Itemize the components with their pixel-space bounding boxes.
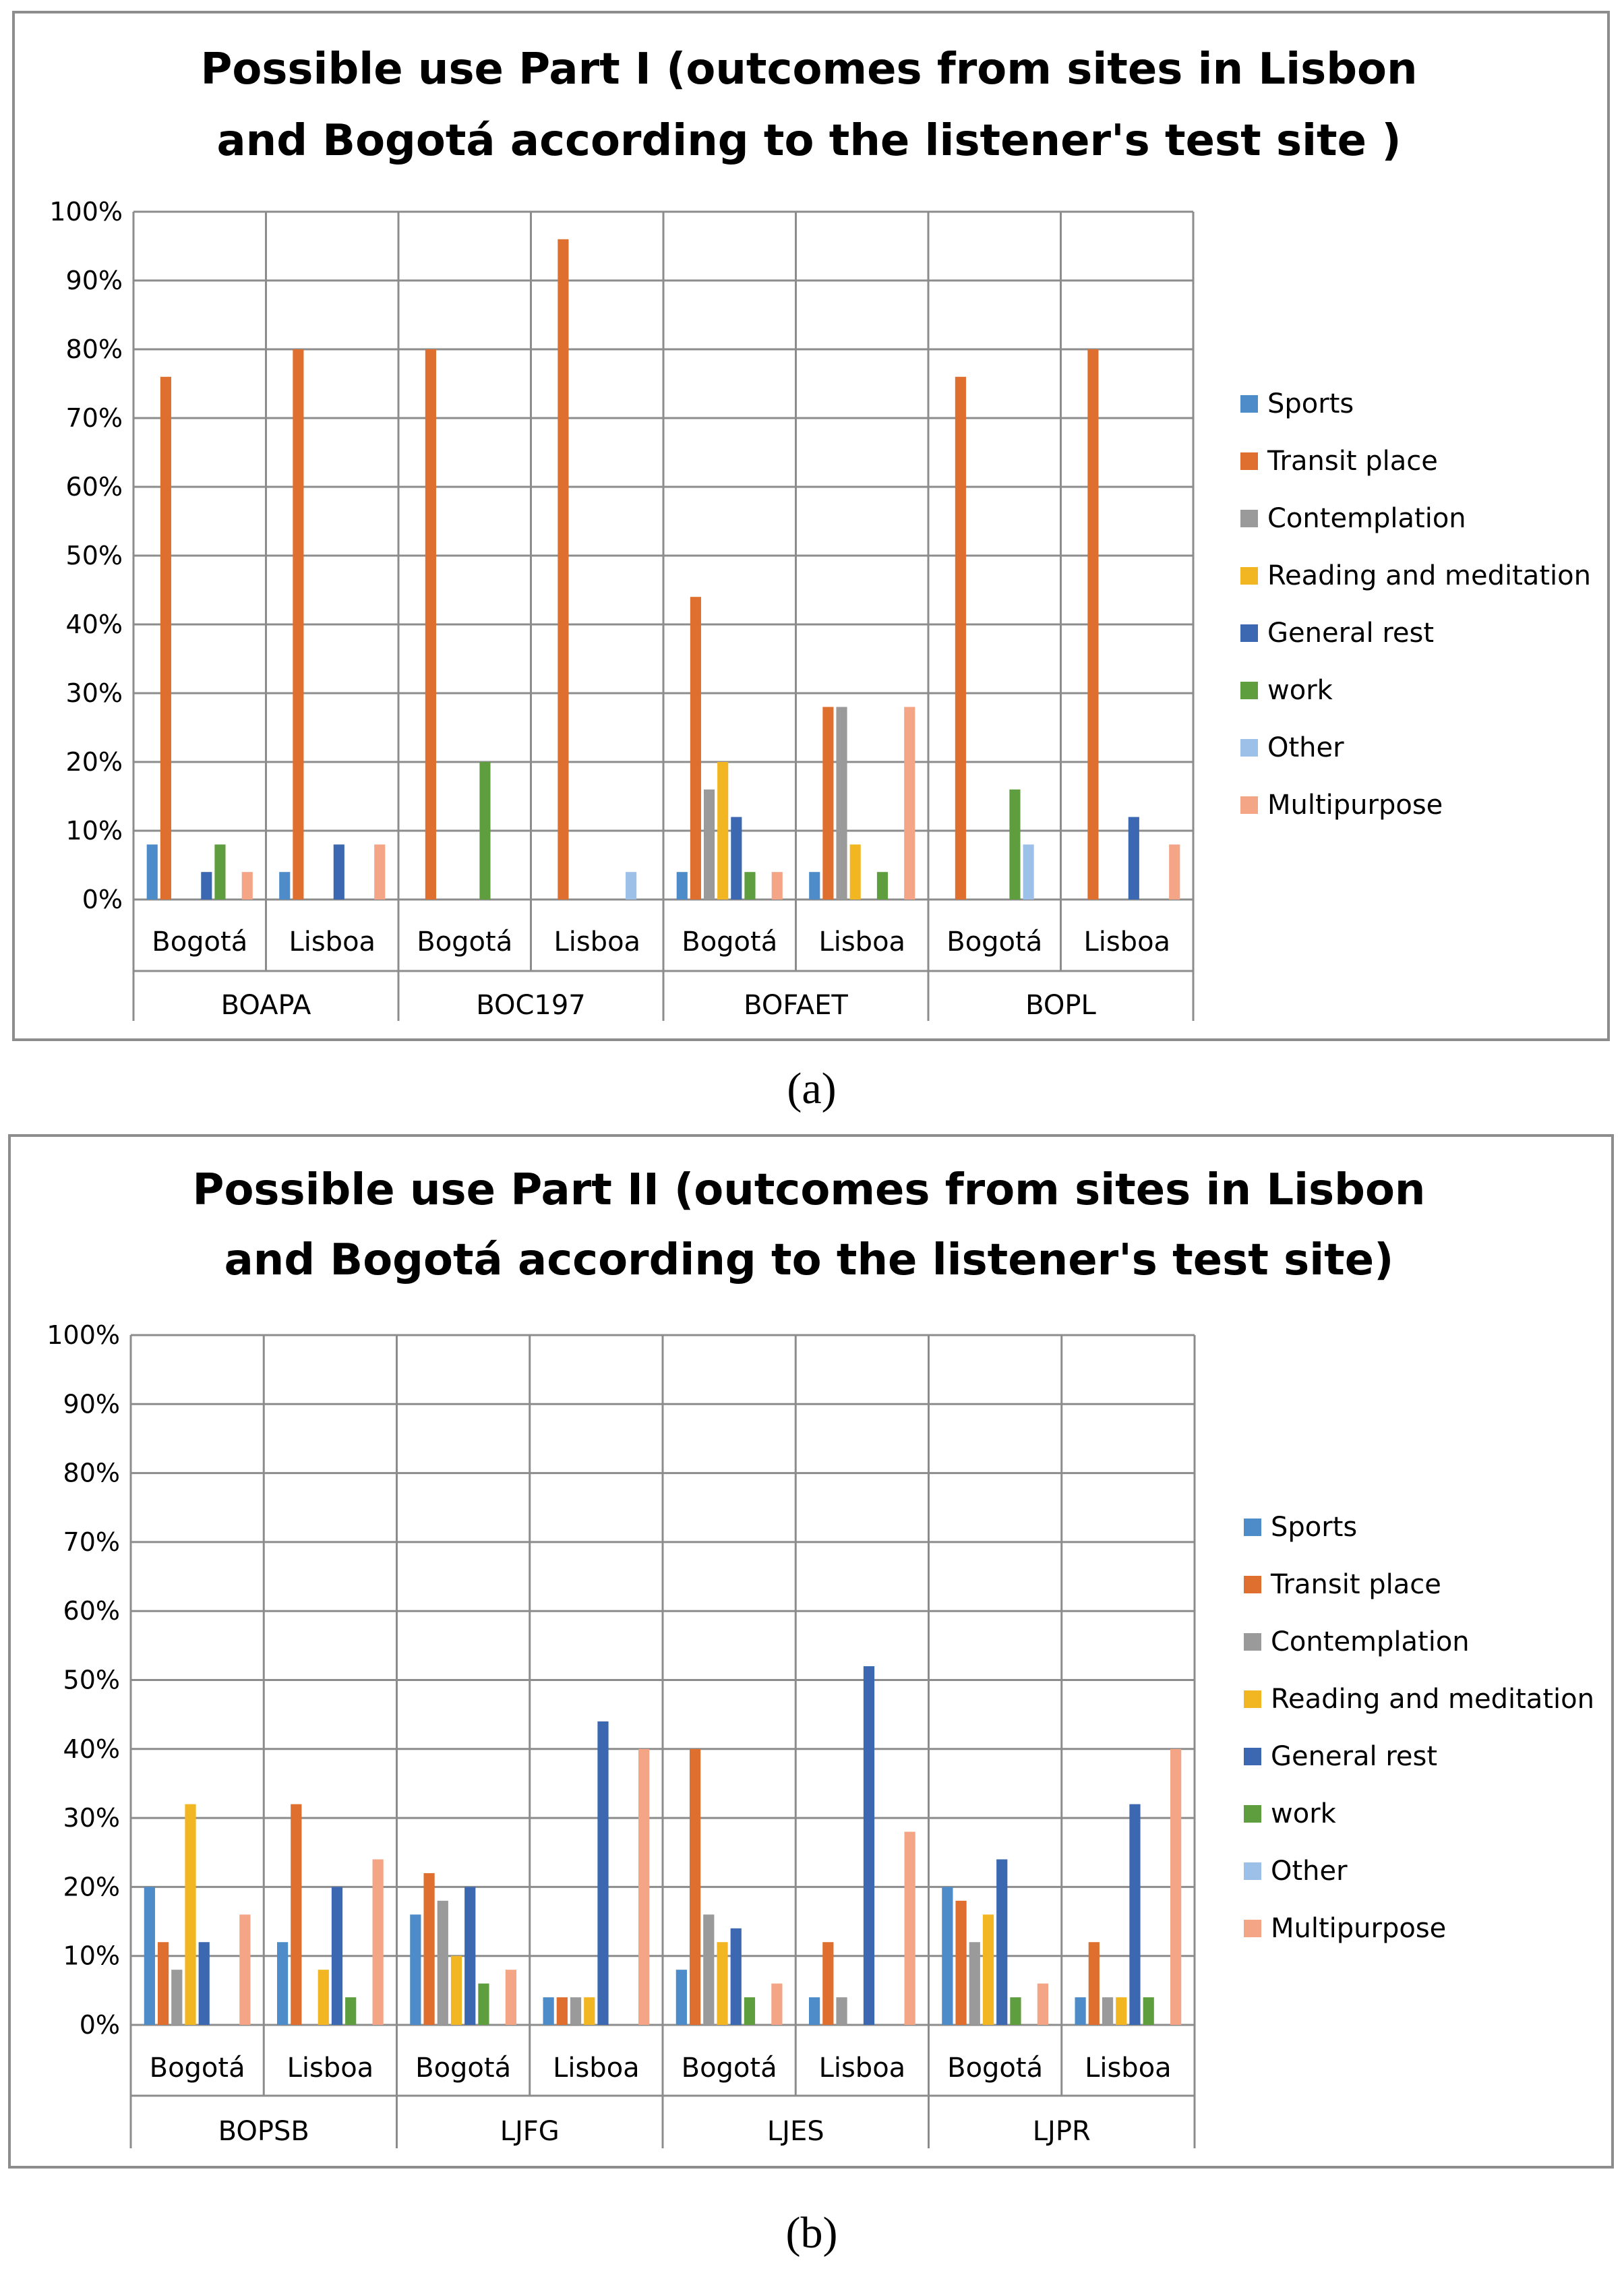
legend-swatch bbox=[1240, 452, 1258, 470]
x-subcategory-label: Lisboa bbox=[1085, 2053, 1172, 2084]
y-tick-label: 20% bbox=[65, 747, 123, 777]
legend-swatch bbox=[1240, 624, 1258, 642]
bar bbox=[626, 872, 636, 900]
y-tick-label: 70% bbox=[63, 1527, 120, 1557]
bar bbox=[850, 844, 861, 900]
legend-label: Other bbox=[1267, 732, 1344, 763]
bar bbox=[201, 872, 212, 900]
legend-swatch bbox=[1240, 739, 1258, 757]
y-tick-label: 100% bbox=[47, 1320, 120, 1350]
bar bbox=[570, 1997, 581, 2025]
bar bbox=[171, 1970, 182, 2025]
legend-swatch bbox=[1244, 1576, 1261, 1593]
legend-label: Multipurpose bbox=[1267, 790, 1443, 821]
bar bbox=[318, 1970, 329, 2025]
bar bbox=[1116, 1997, 1126, 2025]
legend-swatch bbox=[1240, 567, 1258, 585]
x-subcategory-label: Lisboa bbox=[287, 2053, 374, 2084]
bar bbox=[160, 377, 171, 900]
legend-swatch bbox=[1240, 510, 1258, 527]
bar bbox=[836, 707, 847, 900]
bar bbox=[242, 872, 253, 900]
bar bbox=[506, 1970, 516, 2025]
x-group-label: BOPL bbox=[1025, 990, 1096, 1021]
legend-label: work bbox=[1271, 1798, 1336, 1829]
bar bbox=[1129, 817, 1139, 900]
x-group-label: LJPR bbox=[1032, 2116, 1091, 2147]
bar bbox=[1102, 1997, 1113, 2025]
y-tick-label: 0% bbox=[79, 2010, 120, 2040]
panel-caption: (a) bbox=[787, 1064, 837, 1113]
bar bbox=[1087, 349, 1098, 900]
x-subcategory-label: Lisboa bbox=[818, 926, 906, 957]
x-group-label: BOFAET bbox=[744, 990, 848, 1021]
y-tick-label: 30% bbox=[63, 1803, 120, 1833]
y-tick-label: 90% bbox=[63, 1389, 120, 1419]
bar bbox=[293, 349, 303, 900]
legend-swatch bbox=[1240, 796, 1258, 814]
bar bbox=[690, 1749, 700, 2025]
legend-label: General rest bbox=[1271, 1741, 1438, 1772]
legend-label: General rest bbox=[1267, 618, 1435, 649]
x-subcategory-label: Lisboa bbox=[553, 926, 641, 957]
bar bbox=[744, 872, 755, 900]
bar bbox=[996, 1859, 1007, 2025]
bar bbox=[836, 1997, 847, 2025]
bar bbox=[374, 844, 385, 900]
chart-panel-a bbox=[0, 0, 1624, 1119]
bar bbox=[1010, 1997, 1021, 2025]
bar bbox=[158, 1942, 169, 2025]
legend-swatch bbox=[1244, 1748, 1261, 1765]
chart-panel-b bbox=[0, 1125, 1624, 2266]
bar bbox=[279, 872, 290, 900]
legend-label: Transit place bbox=[1267, 446, 1438, 477]
bar bbox=[822, 1942, 833, 2025]
x-subcategory-label: Bogotá bbox=[681, 2053, 777, 2084]
bar bbox=[1075, 1997, 1086, 2025]
y-tick-label: 80% bbox=[63, 1458, 120, 1488]
bar bbox=[478, 1984, 489, 2025]
legend-label: Sports bbox=[1267, 388, 1354, 419]
x-group-label: LJFG bbox=[500, 2116, 560, 2147]
bar bbox=[543, 1997, 554, 2025]
x-group-label: LJES bbox=[766, 2116, 824, 2147]
y-tick-label: 50% bbox=[65, 541, 123, 570]
legend-swatch bbox=[1244, 1920, 1261, 1937]
legend-swatch bbox=[1240, 395, 1258, 413]
bar bbox=[1129, 1804, 1140, 2025]
bar bbox=[464, 1887, 475, 2025]
legend-label: Contemplation bbox=[1267, 503, 1466, 534]
bar bbox=[717, 762, 728, 900]
legend-label: Contemplation bbox=[1271, 1626, 1470, 1657]
y-tick-label: 10% bbox=[63, 1941, 120, 1971]
bar bbox=[809, 1997, 820, 2025]
bar bbox=[638, 1749, 649, 2025]
bar bbox=[877, 872, 888, 900]
bar bbox=[1169, 844, 1180, 900]
bar bbox=[704, 790, 715, 900]
bar bbox=[703, 1914, 714, 2025]
x-subcategory-label: Bogotá bbox=[149, 2053, 245, 2084]
bar bbox=[147, 844, 158, 900]
y-tick-label: 20% bbox=[63, 1872, 120, 1902]
x-group-label: BOAPA bbox=[220, 990, 311, 1021]
legend-label: Sports bbox=[1271, 1512, 1358, 1543]
bar bbox=[185, 1804, 196, 2025]
bar bbox=[334, 844, 344, 900]
x-group-label: BOC197 bbox=[476, 990, 586, 1021]
bar bbox=[955, 377, 966, 900]
y-tick-label: 10% bbox=[65, 816, 123, 846]
bar bbox=[438, 1901, 448, 2025]
bar bbox=[983, 1914, 994, 2025]
x-subcategory-label: Lisboa bbox=[818, 2053, 906, 2084]
y-tick-label: 0% bbox=[82, 885, 123, 914]
bar bbox=[410, 1914, 421, 2025]
bar bbox=[822, 707, 833, 900]
bar bbox=[425, 349, 436, 900]
bar bbox=[676, 1970, 687, 2025]
x-subcategory-label: Bogotá bbox=[417, 926, 513, 957]
x-subcategory-label: Bogotá bbox=[682, 926, 778, 957]
legend-swatch bbox=[1244, 1633, 1261, 1651]
bar bbox=[345, 1997, 356, 2025]
bar bbox=[809, 872, 820, 900]
bar bbox=[597, 1721, 608, 2025]
y-tick-label: 100% bbox=[49, 197, 123, 227]
chart-b bbox=[0, 1125, 1624, 2266]
legend-label: Reading and meditation bbox=[1271, 1684, 1594, 1715]
bar bbox=[557, 1997, 568, 2025]
bar bbox=[479, 762, 490, 900]
y-tick-label: 50% bbox=[63, 1665, 120, 1695]
y-tick-label: 60% bbox=[63, 1596, 120, 1626]
y-tick-label: 70% bbox=[65, 403, 123, 433]
x-subcategory-label: Bogotá bbox=[152, 926, 248, 957]
bar bbox=[955, 1901, 966, 2025]
bar bbox=[239, 1914, 250, 2025]
bar bbox=[1009, 790, 1020, 900]
y-tick-label: 40% bbox=[63, 1734, 120, 1764]
legend-label: Reading and meditation bbox=[1267, 560, 1591, 591]
bar bbox=[214, 844, 225, 900]
legend-label: Other bbox=[1271, 1856, 1348, 1887]
bar bbox=[942, 1887, 953, 2025]
bar bbox=[904, 707, 915, 900]
bar bbox=[864, 1666, 874, 2025]
bar bbox=[558, 239, 568, 900]
chart-title-line1: Possible use Part II (outcomes from sites in Lisbon bbox=[192, 1165, 1426, 1215]
x-subcategory-label: Bogotá bbox=[415, 2053, 512, 2084]
y-tick-label: 30% bbox=[65, 678, 123, 708]
chart-title-line2: and Bogotá according to the listener's test site ) bbox=[216, 116, 1402, 166]
chart-title-line2: and Bogotá according to the listener's test site) bbox=[224, 1235, 1394, 1285]
legend-label: work bbox=[1267, 675, 1333, 706]
y-tick-label: 90% bbox=[65, 266, 123, 295]
y-tick-label: 80% bbox=[65, 334, 123, 364]
bar bbox=[291, 1804, 301, 2025]
bar bbox=[277, 1942, 288, 2025]
bar bbox=[332, 1887, 342, 2025]
x-subcategory-label: Lisboa bbox=[289, 926, 376, 957]
bar bbox=[1023, 844, 1034, 900]
bar bbox=[1037, 1984, 1048, 2025]
bar bbox=[731, 1928, 742, 2025]
bar bbox=[199, 1942, 210, 2025]
bar bbox=[677, 872, 688, 900]
chart-title-line1: Possible use Part I (outcomes from sites in Lisbon bbox=[200, 45, 1418, 94]
bar bbox=[969, 1942, 980, 2025]
bar bbox=[771, 1984, 782, 2025]
legend-swatch bbox=[1244, 1519, 1261, 1536]
bar bbox=[1143, 1997, 1154, 2025]
legend-swatch bbox=[1244, 1690, 1261, 1708]
bar bbox=[373, 1859, 384, 2025]
legend-swatch bbox=[1244, 1862, 1261, 1880]
bar bbox=[451, 1956, 462, 2025]
y-tick-label: 60% bbox=[65, 472, 123, 502]
legend-swatch bbox=[1244, 1805, 1261, 1823]
x-subcategory-label: Lisboa bbox=[553, 2053, 640, 2084]
bar bbox=[423, 1873, 434, 2025]
bar bbox=[905, 1832, 915, 2025]
x-subcategory-label: Bogotá bbox=[947, 2053, 1044, 2084]
bar bbox=[744, 1997, 755, 2025]
bar bbox=[772, 872, 783, 900]
bar bbox=[1170, 1749, 1181, 2025]
legend-label: Transit place bbox=[1271, 1569, 1441, 1600]
bar bbox=[144, 1887, 155, 2025]
chart-a bbox=[0, 0, 1624, 1119]
legend-label: Multipurpose bbox=[1271, 1913, 1447, 1944]
bar bbox=[1089, 1942, 1100, 2025]
x-group-label: BOPSB bbox=[218, 2116, 309, 2147]
x-subcategory-label: Bogotá bbox=[946, 926, 1043, 957]
x-subcategory-label: Lisboa bbox=[1083, 926, 1171, 957]
y-tick-label: 40% bbox=[65, 610, 123, 639]
bar bbox=[717, 1942, 727, 2025]
legend-swatch bbox=[1240, 682, 1258, 699]
bar bbox=[584, 1997, 595, 2025]
panel-caption: (b) bbox=[785, 2208, 838, 2258]
bar bbox=[731, 817, 742, 900]
bar bbox=[690, 597, 701, 900]
